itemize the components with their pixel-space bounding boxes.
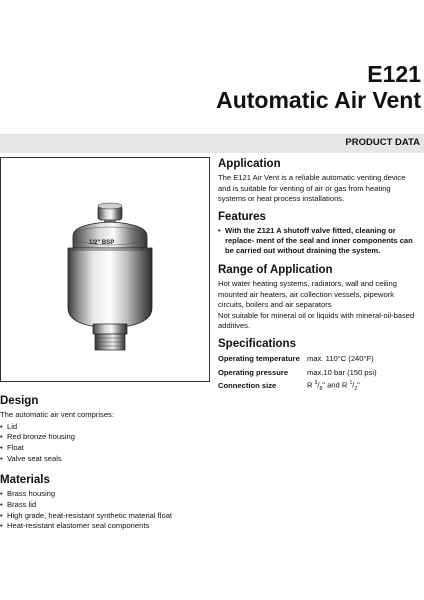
features-item: • With the Z121 A shutoff valve fitted, cleaning or replace- ment of the seal and inner components can be carried out without draining the system. bbox=[218, 226, 420, 256]
design-intro: The automatic air vent comprises: bbox=[0, 410, 114, 419]
application-text: The E121 Air Vent is a reliable automatic venting device and is suitable for venting of air or gas from heating systems or heat process installations. bbox=[218, 173, 406, 203]
spec-key: Connection size bbox=[218, 381, 277, 391]
product-code-title: E121 bbox=[367, 61, 421, 87]
fraction-a-num: 3 bbox=[314, 379, 318, 386]
specifications-heading: Specifications bbox=[218, 338, 296, 350]
spec-row bbox=[218, 352, 377, 366]
spec-value-mid: " and R bbox=[322, 380, 350, 390]
range-text-1: Hot water heating systems, radiators, wall and ceiling mounted air heaters, air collection vessels, pipework circuits, boilers and air separators bbox=[218, 279, 397, 309]
materials-heading: Materials bbox=[0, 474, 50, 486]
cap-marking: 1/2" BSP bbox=[89, 240, 115, 246]
materials-item: • High grade, heat-resistant synthetic material float bbox=[0, 511, 210, 522]
specifications-table bbox=[218, 352, 377, 393]
spec-row bbox=[218, 366, 377, 380]
fraction-b-den: 2 bbox=[354, 385, 358, 392]
spec-key: Operating pressure bbox=[218, 367, 289, 377]
product-data-label: PRODUCT DATA bbox=[345, 137, 420, 148]
spec-value: max.10 bar (150 psi) bbox=[307, 367, 377, 377]
product-photo-frame bbox=[0, 157, 210, 382]
spec-value-suffix: " bbox=[357, 380, 360, 390]
materials-item: • Heat-resistant elastomer seal components bbox=[0, 521, 210, 532]
design-heading: Design bbox=[0, 395, 39, 407]
application-heading: Application bbox=[218, 158, 281, 170]
design-item: • Lid bbox=[0, 422, 210, 433]
materials-list bbox=[0, 489, 210, 532]
spec-key: Operating temperature bbox=[218, 354, 300, 364]
design-item: • Float bbox=[0, 443, 210, 454]
spec-row bbox=[218, 379, 377, 393]
specifications-section bbox=[218, 338, 420, 393]
product-name-title: Automatic Air Vent bbox=[216, 87, 421, 113]
materials-section bbox=[0, 474, 210, 532]
range-text-2: Not suitable for mineral oil or liquids with mineral-oil-based additives. bbox=[218, 310, 415, 330]
range-heading: Range of Application bbox=[218, 264, 333, 276]
air-vent-product-photo bbox=[1, 158, 209, 381]
range-section bbox=[218, 264, 420, 332]
application-section bbox=[218, 158, 420, 205]
spec-value: max. 110°C (240°F) bbox=[307, 354, 374, 364]
design-list bbox=[0, 422, 210, 465]
spec-value: R $^3/_8$" and R $^1/_2$" bbox=[307, 379, 360, 392]
spec-value-prefix: R bbox=[307, 380, 315, 390]
features-list bbox=[218, 226, 420, 256]
materials-item: • Brass lid bbox=[0, 500, 210, 511]
fraction-a-den: 8 bbox=[319, 385, 323, 392]
design-item: • Valve seat seals bbox=[0, 454, 210, 465]
materials-item: • Brass housing bbox=[0, 489, 210, 500]
design-item: • Red bronze housing bbox=[0, 432, 210, 443]
features-heading: Features bbox=[218, 211, 266, 223]
fraction-b-num: 1 bbox=[349, 379, 353, 386]
features-section bbox=[218, 211, 420, 256]
design-section bbox=[0, 395, 210, 465]
